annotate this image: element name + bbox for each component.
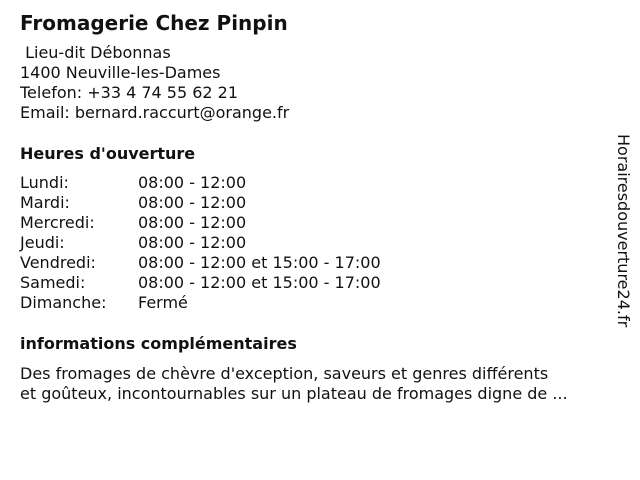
hours-day: Jeudi: [20, 233, 65, 252]
hours-time: 08:00 - 12:00 [138, 193, 247, 212]
hours-day: Vendredi: [20, 253, 96, 272]
business-description [20, 364, 620, 404]
hours-time: 08:00 - 12:00 [138, 213, 247, 232]
opening-hours-heading: Heures d'ouverture [20, 144, 196, 163]
hours-time: 08:00 - 12:00 [138, 173, 247, 192]
phone-number[interactable]: Telefon: +33 4 74 55 62 21 [20, 83, 239, 102]
hours-day: Mardi: [20, 193, 70, 212]
address-city: 1400 Neuville-les-Dames [20, 63, 221, 82]
hours-time: 08:00 - 12:00 et 15:00 - 17:00 [138, 253, 381, 272]
address-street: Lieu-dit Débonnas [20, 43, 171, 62]
address-block [20, 43, 289, 123]
hours-time: 08:00 - 12:00 [138, 233, 247, 252]
email-address[interactable]: Email: bernard.raccurt@orange.fr [20, 103, 290, 122]
hours-day: Mercredi: [20, 213, 95, 232]
site-brand-link[interactable]: Horairesdouverture24.fr [614, 134, 633, 328]
hours-day: Lundi: [20, 173, 69, 192]
description-line: et goûteux, incontournables sur un plateau de fromages digne de ... [20, 384, 568, 403]
hours-day: Dimanche: [20, 293, 107, 312]
hours-day: Samedi: [20, 273, 86, 292]
additional-info-heading: informations complémentaires [20, 334, 297, 353]
hours-time: 08:00 - 12:00 et 15:00 - 17:00 [138, 273, 381, 292]
description-line: Des fromages de chèvre d'exception, saveurs et genres différents [20, 364, 549, 383]
hours-time: Fermé [138, 293, 188, 312]
business-name: Fromagerie Chez Pinpin [20, 11, 288, 35]
